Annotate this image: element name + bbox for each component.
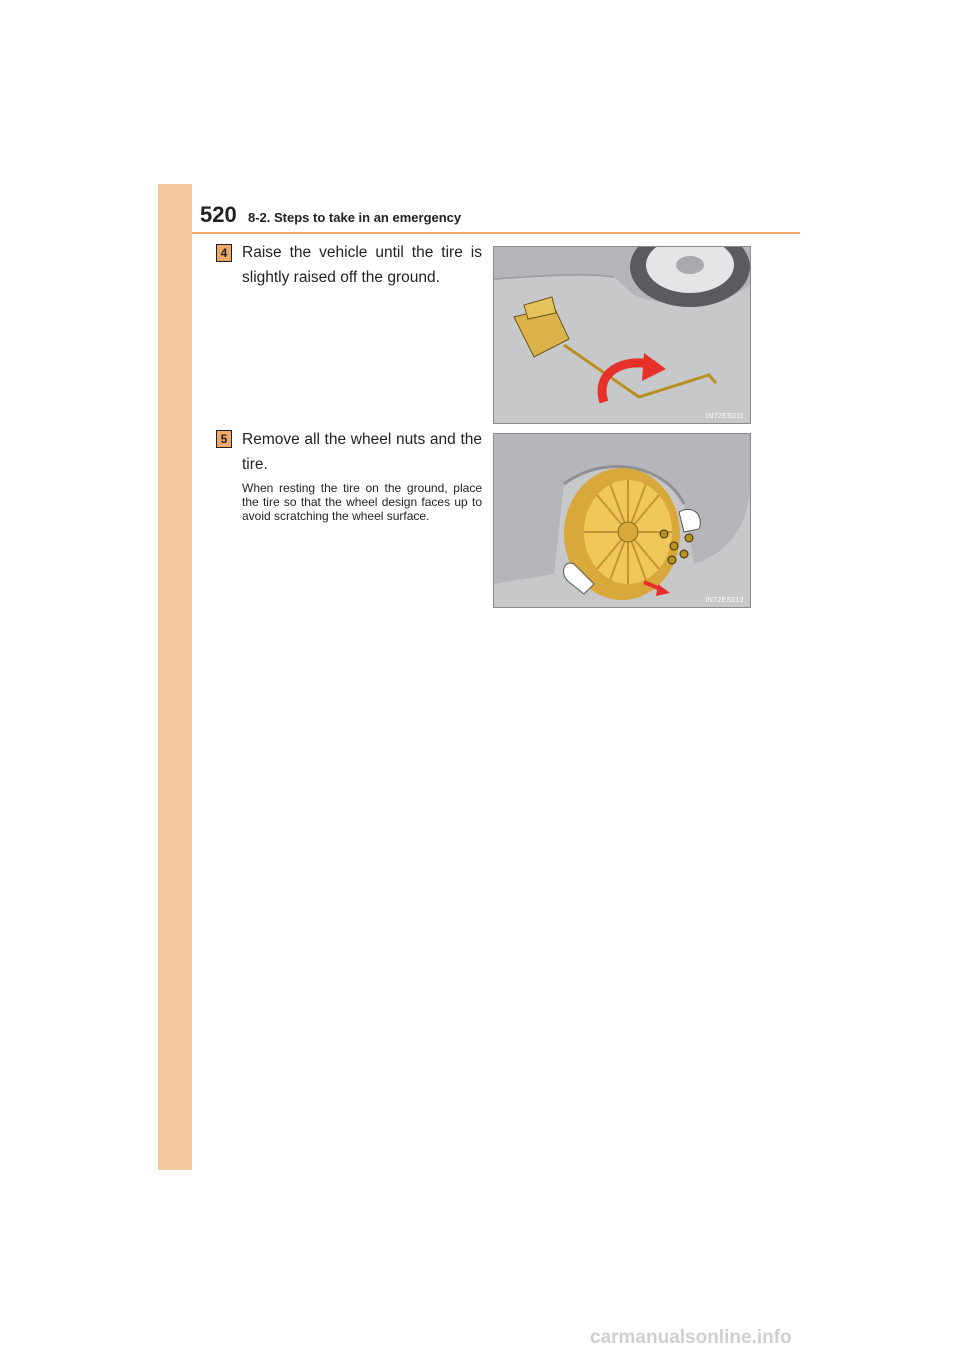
header-divider: [192, 232, 800, 234]
figure-code: IN72ES011: [706, 413, 744, 420]
jack-illustration: [493, 246, 751, 424]
tire-drawing: [494, 434, 750, 607]
figure-code: IN72ES012: [705, 597, 744, 604]
step-5-number: 5: [216, 430, 232, 448]
section-title: 8-2. Steps to take in an emergency: [248, 210, 462, 225]
watermark: carmanualsonline.info: [590, 1327, 792, 1348]
step-5-text: Remove all the wheel nuts and the tire.: [242, 431, 482, 473]
step-4-text: Raise the vehicle until the tire is slightly raised off the ground.: [242, 244, 482, 286]
jack-drawing: [494, 247, 750, 423]
chapter-sidebar: [158, 184, 192, 1170]
tire-removal-illustration: [493, 433, 751, 608]
page-number: 520: [200, 202, 237, 227]
step-4-number: 4: [216, 244, 232, 262]
step-5-note: When resting the tire on the ground, place the tire so that the wheel design faces up to avoid scratching the wheel surface.: [242, 481, 482, 523]
